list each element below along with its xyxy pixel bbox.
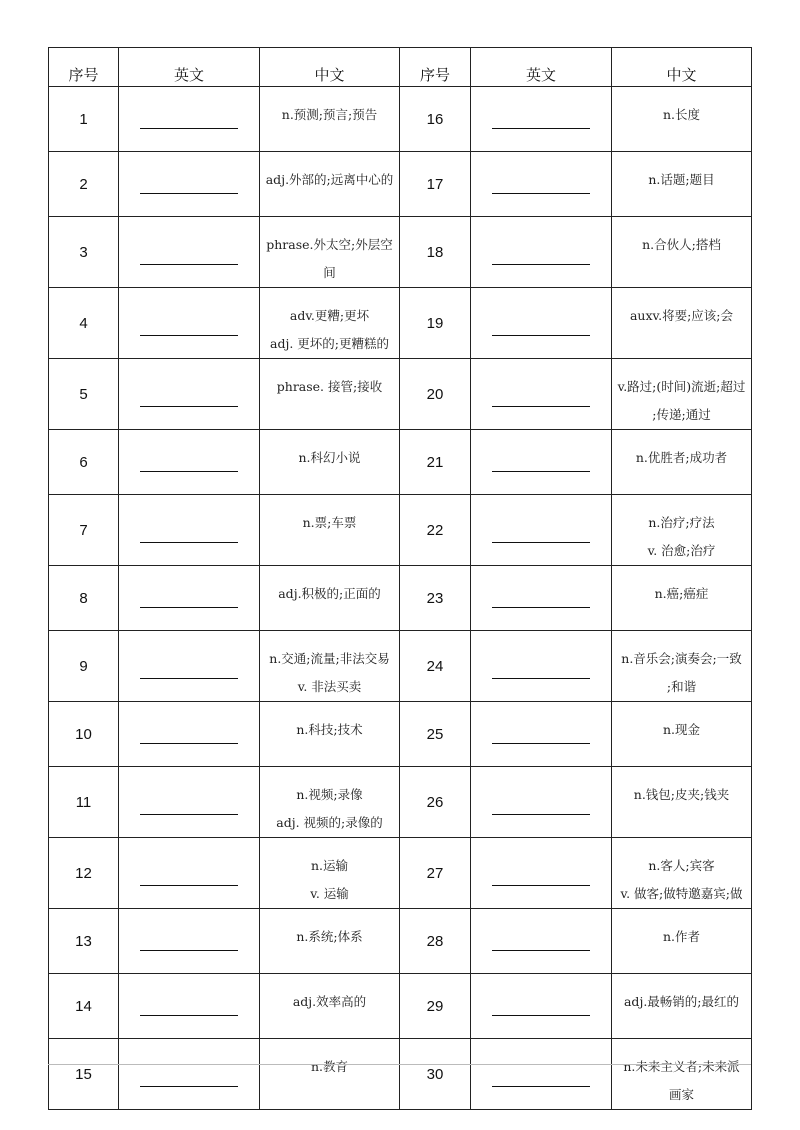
answer-blank-line[interactable] <box>140 678 238 679</box>
answer-blank-line[interactable] <box>140 950 238 951</box>
chinese-meaning-line: n.未来主义者;未来派 <box>623 1059 740 1074</box>
header-english-left: 英文 <box>119 48 260 87</box>
chinese-meaning-cell <box>612 1039 752 1110</box>
chinese-meaning-cell <box>612 430 752 495</box>
chinese-meaning-cell <box>612 631 752 702</box>
english-answer-cell <box>119 767 260 838</box>
table-row <box>49 495 752 566</box>
chinese-meaning-line: n.系统;体系 <box>296 929 363 944</box>
english-answer-cell <box>119 288 260 359</box>
english-answer-cell <box>119 495 260 566</box>
item-number: 18 <box>400 217 471 288</box>
chinese-meaning-line: n.科技;技术 <box>296 722 363 737</box>
english-answer-cell <box>119 566 260 631</box>
english-answer-cell <box>119 359 260 430</box>
answer-blank-line[interactable] <box>492 1015 590 1016</box>
item-number: 12 <box>49 838 119 909</box>
english-answer-cell <box>471 1039 612 1110</box>
chinese-meaning-cell <box>260 631 400 702</box>
header-chinese-right: 中文 <box>612 48 752 87</box>
table-row <box>49 909 752 974</box>
english-answer-cell <box>471 767 612 838</box>
chinese-meaning-cell <box>260 1039 400 1110</box>
chinese-meaning-line: n.作者 <box>662 929 701 944</box>
chinese-meaning-line: v. 运输 <box>310 886 349 901</box>
chinese-meaning-cell <box>260 702 400 767</box>
item-number: 16 <box>400 87 471 152</box>
answer-blank-line[interactable] <box>492 743 590 744</box>
chinese-meaning-line: auxv.将要;应该;会 <box>629 308 734 323</box>
header-chinese-left: 中文 <box>260 48 400 87</box>
item-number: 20 <box>400 359 471 430</box>
chinese-meaning-line: v. 非法买卖 <box>297 679 362 694</box>
chinese-meaning-line: n.优胜者;成功者 <box>635 450 728 465</box>
table-row <box>49 631 752 702</box>
chinese-meaning-line: 画家 <box>668 1087 694 1102</box>
header-num-right: 序号 <box>400 48 471 87</box>
answer-blank-line[interactable] <box>140 1015 238 1016</box>
chinese-meaning-line: adv.更糟;更坏 <box>289 308 370 323</box>
header-english-right: 英文 <box>471 48 612 87</box>
item-number: 11 <box>49 767 119 838</box>
chinese-meaning-cell <box>260 87 400 152</box>
chinese-meaning-line: adj.效率高的 <box>292 994 367 1009</box>
chinese-meaning-line: n.科幻小说 <box>298 450 361 465</box>
chinese-meaning-line: phrase.外太空;外层空 <box>266 237 393 252</box>
english-answer-cell <box>471 87 612 152</box>
chinese-meaning-cell <box>260 495 400 566</box>
chinese-meaning-line: v. 做客;做特邀嘉宾;做 <box>620 886 743 901</box>
chinese-meaning-cell <box>260 838 400 909</box>
item-number: 30 <box>400 1039 471 1110</box>
chinese-meaning-cell <box>260 217 400 288</box>
chinese-meaning-cell <box>612 217 752 288</box>
english-answer-cell <box>471 288 612 359</box>
chinese-meaning-line: n.预测;预言;预告 <box>281 107 378 122</box>
vocabulary-table <box>48 47 752 1110</box>
chinese-meaning-line: n.长度 <box>662 107 701 122</box>
answer-blank-line[interactable] <box>492 128 590 129</box>
item-number: 3 <box>49 217 119 288</box>
chinese-meaning-line: n.交通;流量;非法交易 <box>269 651 390 666</box>
chinese-meaning-line: adj. 视频的;录像的 <box>276 815 383 830</box>
answer-blank-line[interactable] <box>492 335 590 336</box>
item-number: 14 <box>49 974 119 1039</box>
header-row <box>49 48 752 87</box>
english-answer-cell <box>119 430 260 495</box>
answer-blank-line[interactable] <box>492 193 590 194</box>
english-answer-cell <box>471 631 612 702</box>
english-answer-cell <box>471 566 612 631</box>
english-answer-cell <box>119 1039 260 1110</box>
chinese-meaning-cell <box>612 909 752 974</box>
chinese-meaning-line: n.现金 <box>662 722 701 737</box>
chinese-meaning-cell <box>260 909 400 974</box>
chinese-meaning-line: phrase. 接管;接收 <box>276 379 383 394</box>
answer-blank-line[interactable] <box>492 950 590 951</box>
item-number: 2 <box>49 152 119 217</box>
answer-blank-line[interactable] <box>140 471 238 472</box>
chinese-meaning-line: n.合伙人;搭档 <box>642 237 721 252</box>
table-row <box>49 217 752 288</box>
english-answer-cell <box>119 974 260 1039</box>
chinese-meaning-line: 间 <box>323 265 336 280</box>
table-row <box>49 288 752 359</box>
english-answer-cell <box>119 702 260 767</box>
answer-blank-line[interactable] <box>492 814 590 815</box>
chinese-meaning-line: n.客人;宾客 <box>648 858 715 873</box>
answer-blank-line[interactable] <box>140 885 238 886</box>
answer-blank-line[interactable] <box>140 193 238 194</box>
chinese-meaning-line: n.钱包;皮夹;钱夹 <box>633 787 730 802</box>
chinese-meaning-line: n.治疗;疗法 <box>648 515 715 530</box>
english-answer-cell <box>471 909 612 974</box>
item-number: 4 <box>49 288 119 359</box>
item-number: 15 <box>49 1039 119 1110</box>
chinese-meaning-cell <box>612 288 752 359</box>
item-number: 7 <box>49 495 119 566</box>
item-number: 28 <box>400 909 471 974</box>
chinese-meaning-line: ;传递;通过 <box>652 407 711 422</box>
chinese-meaning-cell <box>260 359 400 430</box>
item-number: 21 <box>400 430 471 495</box>
english-answer-cell <box>471 152 612 217</box>
answer-blank-line[interactable] <box>492 885 590 886</box>
english-answer-cell <box>471 838 612 909</box>
table-row <box>49 974 752 1039</box>
table-row <box>49 87 752 152</box>
english-answer-cell <box>119 909 260 974</box>
item-number: 1 <box>49 87 119 152</box>
english-answer-cell <box>471 495 612 566</box>
item-number: 6 <box>49 430 119 495</box>
item-number: 26 <box>400 767 471 838</box>
table-row <box>49 566 752 631</box>
chinese-meaning-line: n.话题;题目 <box>648 172 715 187</box>
answer-blank-line[interactable] <box>140 542 238 543</box>
chinese-meaning-line: n.音乐会;演奏会;一致 <box>621 651 742 666</box>
chinese-meaning-cell <box>612 702 752 767</box>
table-row <box>49 767 752 838</box>
item-number: 29 <box>400 974 471 1039</box>
chinese-meaning-line: v.路过;(时间)流逝;超过 <box>617 379 746 394</box>
answer-blank-line[interactable] <box>492 406 590 407</box>
table-row <box>49 702 752 767</box>
chinese-meaning-cell <box>260 288 400 359</box>
chinese-meaning-cell <box>260 430 400 495</box>
answer-blank-line[interactable] <box>140 335 238 336</box>
item-number: 8 <box>49 566 119 631</box>
chinese-meaning-cell <box>612 767 752 838</box>
answer-blank-line[interactable] <box>140 814 238 815</box>
chinese-meaning-line: adj.积极的;正面的 <box>278 586 381 601</box>
table-row <box>49 838 752 909</box>
english-answer-cell <box>119 87 260 152</box>
english-answer-cell <box>119 217 260 288</box>
chinese-meaning-line: adj.外部的;远离中心的 <box>265 172 394 187</box>
item-number: 24 <box>400 631 471 702</box>
chinese-meaning-cell <box>260 152 400 217</box>
page-bottom-rule <box>48 1064 751 1065</box>
table-row <box>49 1039 752 1110</box>
english-answer-cell <box>119 152 260 217</box>
chinese-meaning-cell <box>612 152 752 217</box>
header-num-left: 序号 <box>49 48 119 87</box>
english-answer-cell <box>119 838 260 909</box>
item-number: 5 <box>49 359 119 430</box>
item-number: 25 <box>400 702 471 767</box>
chinese-meaning-cell <box>612 974 752 1039</box>
english-answer-cell <box>471 217 612 288</box>
chinese-meaning-line: adj. 更坏的;更糟糕的 <box>270 336 389 351</box>
chinese-meaning-cell <box>260 974 400 1039</box>
answer-blank-line[interactable] <box>140 743 238 744</box>
answer-blank-line[interactable] <box>140 1086 238 1087</box>
item-number: 17 <box>400 152 471 217</box>
chinese-meaning-cell <box>612 566 752 631</box>
chinese-meaning-line: n.票;车票 <box>302 515 357 530</box>
answer-blank-line[interactable] <box>140 607 238 608</box>
item-number: 10 <box>49 702 119 767</box>
chinese-meaning-cell <box>612 359 752 430</box>
item-number: 19 <box>400 288 471 359</box>
chinese-meaning-line: n.视频;录像 <box>296 787 363 802</box>
chinese-meaning-line: n.教育 <box>310 1059 349 1074</box>
chinese-meaning-cell <box>612 87 752 152</box>
chinese-meaning-line: v. 治愈;治疗 <box>647 543 716 558</box>
chinese-meaning-line: n.运输 <box>310 858 349 873</box>
item-number: 22 <box>400 495 471 566</box>
english-answer-cell <box>471 974 612 1039</box>
item-number: 13 <box>49 909 119 974</box>
chinese-meaning-line: ;和谐 <box>666 679 697 694</box>
chinese-meaning-cell <box>612 838 752 909</box>
answer-blank-line[interactable] <box>140 264 238 265</box>
table-body <box>49 87 752 1110</box>
chinese-meaning-cell <box>260 566 400 631</box>
english-answer-cell <box>119 631 260 702</box>
item-number: 27 <box>400 838 471 909</box>
english-answer-cell <box>471 430 612 495</box>
english-answer-cell <box>471 359 612 430</box>
table-row <box>49 430 752 495</box>
chinese-meaning-cell <box>612 495 752 566</box>
chinese-meaning-line: adj.最畅销的;最红的 <box>623 994 739 1009</box>
answer-blank-line[interactable] <box>492 678 590 679</box>
item-number: 23 <box>400 566 471 631</box>
answer-blank-line[interactable] <box>492 264 590 265</box>
table-row <box>49 359 752 430</box>
answer-blank-line[interactable] <box>140 128 238 129</box>
answer-blank-line[interactable] <box>492 1086 590 1087</box>
chinese-meaning-line: n.癌;癌症 <box>654 586 709 601</box>
chinese-meaning-cell <box>260 767 400 838</box>
answer-blank-line[interactable] <box>492 607 590 608</box>
answer-blank-line[interactable] <box>492 542 590 543</box>
answer-blank-line[interactable] <box>140 406 238 407</box>
answer-blank-line[interactable] <box>492 471 590 472</box>
item-number: 9 <box>49 631 119 702</box>
english-answer-cell <box>471 702 612 767</box>
table-row <box>49 152 752 217</box>
